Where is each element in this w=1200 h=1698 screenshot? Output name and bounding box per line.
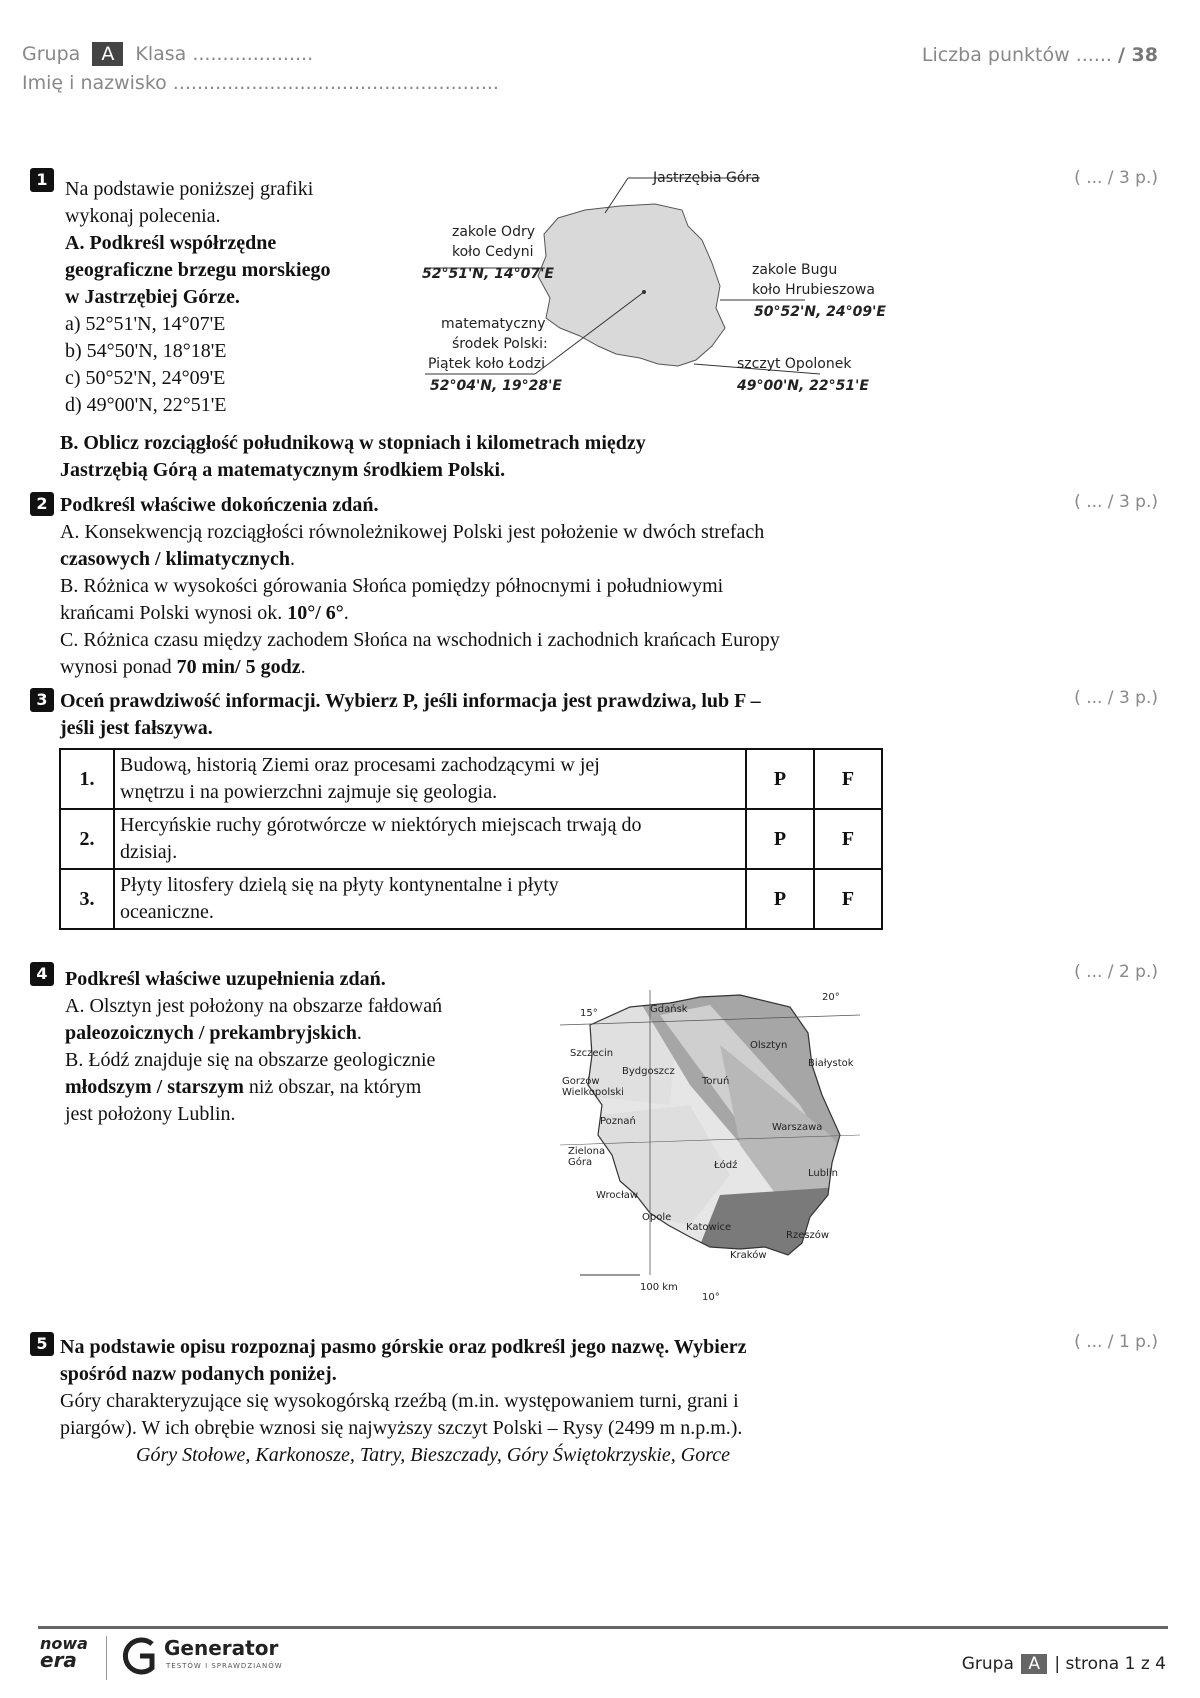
q2-b-choices[interactable]: 10°/ 6° — [287, 602, 344, 624]
q1-map-bug2: koło Hrubieszowa — [752, 282, 875, 298]
q3-row-3-true[interactable]: P — [746, 869, 814, 929]
q3-row-2-true[interactable]: P — [746, 809, 814, 869]
q4-b-3: jest położony Lublin. — [65, 1103, 236, 1125]
q1-map-center2: środek Polski: — [452, 336, 548, 352]
q2-c-1: C. Różnica czasu między zachodem Słońca na wschodnich i zachodnich krańcach Europy — [60, 629, 780, 651]
generator-g-icon — [122, 1636, 158, 1676]
q3-title-2: jeśli jest fałszywa. — [60, 717, 213, 739]
footer-page-info — [962, 1654, 1166, 1674]
q1-intro-1: Na podstawie poniższej grafiki — [65, 178, 314, 200]
q4-map-bydgoszcz: Bydgoszcz — [622, 1066, 675, 1077]
q3-title-1: Oceń prawdziwość informacji. Wybierz P, jeśli informacja jest prawdziwa, lub F – — [60, 690, 761, 712]
q3-table — [59, 748, 883, 930]
q3-row-2-text: Hercyńskie ruchy górotwórcze w niektórych miejscach trwają do dzisiaj. — [114, 809, 746, 869]
q4-map-warszawa: Warszawa — [772, 1122, 823, 1133]
q1-map-bug1: zakole Bugu — [752, 262, 838, 278]
q1-option-d[interactable]: d) 49°00'N, 22°51'E — [65, 394, 227, 416]
q1-b-text — [60, 430, 860, 484]
q1-option-a[interactable]: a) 52°51'N, 14°07'E — [65, 313, 226, 335]
q4-map-deg10: 10° — [702, 1292, 720, 1303]
q5-options[interactable]: Góry Stołowe, Karkonosze, Tatry, Bieszczady, Góry Świętokrzyskie, Gorce — [136, 1444, 731, 1466]
q1-map-odra1: zakole Odry — [452, 224, 536, 240]
q1-a-3: w Jastrzębiej Górze. — [65, 286, 240, 308]
q2-text — [60, 492, 920, 681]
q4-map-deg20: 20° — [822, 992, 840, 1003]
q4-map-gorzow: Gorzów Wielkopolski — [562, 1076, 624, 1098]
points-label: Liczba punktów ...... — [921, 44, 1112, 66]
q1-map-jastrzebia: Jastrzębia Góra — [653, 170, 760, 186]
q5-title-1: Na podstawie opisu rozpoznaj pasmo górskie oraz podkreśl jego nazwę. Wybierz — [60, 1336, 747, 1358]
q1-b-1: B. Oblicz rozciągłość południkową w stopniach i kilometrach między — [60, 432, 646, 454]
q1-map-bug-coord: 50°52'N, 24°09'E — [754, 304, 886, 320]
q4-b-2: młodszym / starszym niż obszar, na którym — [65, 1076, 422, 1098]
q4-map-torun: Toruń — [702, 1076, 730, 1087]
q3-row-1-false[interactable]: F — [814, 749, 882, 809]
q4-title: Podkreśl właściwe uzupełnienia zdań. — [65, 968, 386, 990]
q2-title: Podkreśl właściwe dokończenia zdań. — [60, 494, 379, 516]
q4-a-choices[interactable]: paleozoicznych / prekambryjskich — [65, 1022, 357, 1044]
q4-map-olsztyn: Olsztyn — [750, 1040, 788, 1051]
q3-row-2-false[interactable]: F — [814, 809, 882, 869]
q1-map-odra-coord: 52°51'N, 14°07'E — [422, 266, 554, 282]
q1-a-2: geograficzne brzegu morskiego — [65, 259, 331, 281]
q5-text-1: Góry charakteryzujące się wysokogórską rzeźbą (m.in. występowaniem turni, grani i — [60, 1390, 739, 1412]
q2-points: ( ... / 3 p.) — [1074, 492, 1158, 512]
q4-text — [65, 966, 535, 1128]
q3-row-3 — [60, 869, 882, 929]
q1-points: ( ... / 3 p.) — [1074, 168, 1158, 188]
generator-title: Generator — [164, 1636, 279, 1660]
q2-a-1: A. Konsekwencją rozciągłości równoleżnikowej Polski jest położenie w dwóch strefach — [60, 521, 765, 543]
q1-map-opolonek-coord: 49°00'N, 22°51'E — [737, 378, 869, 394]
nowa-era-logo: nowa era — [40, 1634, 88, 1672]
header-group-line — [22, 42, 313, 66]
q3-row-3-num: 3. — [60, 869, 114, 929]
q3-row-1-text: Budową, historią Ziemi oraz procesami zachodzącymi w jej wnętrzu i na powierzchni zajmuje się geologia. — [114, 749, 746, 809]
generator-subtitle: TESTÓW I SPRAWDZIANÓW — [166, 1662, 283, 1670]
q1-b-2: Jastrzębią Górą a matematycznym środkiem Polski. — [60, 459, 506, 481]
q2-b-2: krańcami Polski wynosi ok. 10°/ 6°. — [60, 602, 349, 624]
q4-map-wroclaw: Wrocław — [596, 1190, 639, 1201]
q4-map-lublin: Lublin — [808, 1168, 838, 1179]
q4-map-gdansk: Gdańsk — [650, 1004, 688, 1015]
q1-map-center1: matematyczny — [441, 316, 546, 332]
q4-map-poznan: Poznań — [600, 1116, 636, 1127]
generator-logo — [122, 1636, 158, 1681]
q2-number: 2 — [30, 492, 60, 516]
footer-page: | strona 1 z 4 — [1054, 1654, 1166, 1674]
q5-text — [60, 1334, 940, 1469]
name-field[interactable]: Imię i nazwisko ...................................................... — [22, 72, 499, 94]
q4-map-katowice: Katowice — [686, 1222, 732, 1233]
footer-group-badge: A — [1021, 1654, 1047, 1674]
q3-row-1-true[interactable]: P — [746, 749, 814, 809]
q4-map-deg15: 15° — [580, 1008, 598, 1019]
q1-left-text — [65, 176, 425, 419]
q2-b-1: B. Różnica w wysokości górowania Słońca pomiędzy północnymi i południowymi — [60, 575, 724, 597]
q2-c-2: wynosi ponad 70 min/ 5 godz. — [60, 656, 306, 678]
q4-map-scale: 100 km — [640, 1282, 678, 1293]
q1-poland-shape — [538, 204, 725, 366]
q4-map-rzeszow: Rzeszów — [786, 1230, 830, 1241]
q3-row-1-num: 1. — [60, 749, 114, 809]
q4-map-szczecin: Szczecin — [570, 1048, 614, 1059]
q5-title-2: spośród nazw podanych poniżej. — [60, 1363, 337, 1385]
q4-map-bialystok: Białystok — [808, 1058, 854, 1069]
q1-map-center3: Piątek koło Łodzi — [428, 356, 545, 372]
q5-text-2: piargów). W ich obrębie wznosi się najwyższy szczyt Polski – Rysy (2499 m n.p.m.). — [60, 1417, 743, 1439]
q4-a-2: paleozoicznych / prekambryjskich. — [65, 1022, 362, 1044]
q4-b-1: B. Łódź znajduje się na obszarze geologicznie — [65, 1049, 436, 1071]
q3-title — [60, 688, 920, 742]
q4-map-krakow: Kraków — [730, 1250, 767, 1261]
q1-a-1: A. Podkreśl współrzędne — [65, 232, 277, 254]
q5-number: 5 — [30, 1332, 60, 1356]
footer-group-label: Grupa — [961, 1654, 1014, 1674]
points-summary — [922, 44, 1158, 66]
q3-points: ( ... / 3 p.) — [1074, 688, 1158, 708]
q4-map-opole: Opole — [642, 1212, 672, 1223]
q1-option-c[interactable]: c) 50°52'N, 24°09'E — [65, 367, 226, 389]
q4-b-choices[interactable]: młodszym / starszym — [65, 1076, 244, 1098]
q3-row-2 — [60, 809, 882, 869]
q3-row-3-false[interactable]: F — [814, 869, 882, 929]
q1-intro-2: wykonaj polecenia. — [65, 205, 221, 227]
q3-row-3-text: Płyty litosfery dzielą się na płyty kontynentalne i płyty oceaniczne. — [114, 869, 746, 929]
q3-row-1 — [60, 749, 882, 809]
q2-a-2: czasowych / klimatycznych. — [60, 548, 295, 570]
q3-row-2-num: 2. — [60, 809, 114, 869]
group-badge: A — [92, 42, 123, 66]
points-total: / 38 — [1118, 44, 1158, 66]
q4-map-lodz: Łódź — [714, 1160, 738, 1171]
q4-geology-map — [540, 985, 880, 1295]
q1-option-b[interactable]: b) 54°50'N, 18°18'E — [65, 340, 227, 362]
footer-divider — [106, 1636, 107, 1680]
class-field[interactable]: Klasa .................... — [135, 43, 314, 65]
footer-rule — [38, 1626, 1168, 1629]
group-label: Grupa — [22, 43, 81, 65]
q1-map-opolonek: szczyt Opolonek — [737, 356, 852, 372]
q2-a-choices[interactable]: czasowych / klimatycznych — [60, 548, 290, 570]
q3-number: 3 — [30, 688, 60, 712]
q4-points: ( ... / 2 p.) — [1074, 962, 1158, 982]
q1-number: 1 — [30, 168, 60, 192]
q4-number: 4 — [30, 962, 60, 986]
q1-map-odra2: koło Cedyni — [452, 244, 534, 260]
q4-map-zielona: Zielona Góra — [568, 1146, 606, 1168]
q1-map-center-coord: 52°04'N, 19°28'E — [430, 378, 562, 394]
q2-c-choices[interactable]: 70 min/ 5 godz — [176, 656, 301, 678]
q5-points: ( ... / 1 p.) — [1074, 1332, 1158, 1352]
q4-a-1: A. Olsztyn jest położony na obszarze fałdowań — [65, 995, 443, 1017]
